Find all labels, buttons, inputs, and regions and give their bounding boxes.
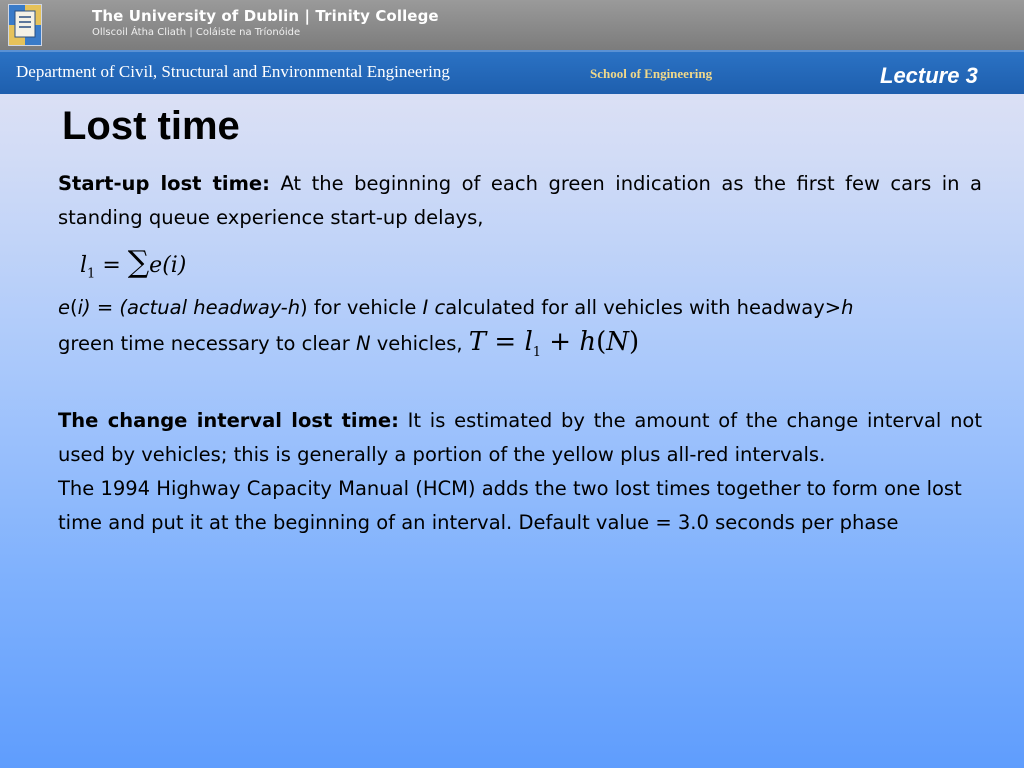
slide-title: Lost time [62, 104, 240, 148]
formula-sum-symbol: ∑ [127, 245, 150, 280]
formula-l-subscript-2: 1 [532, 345, 542, 361]
text-open-paren: ( [70, 296, 78, 319]
text-e: e [58, 296, 70, 319]
text-c: c [434, 296, 446, 319]
text-i: i [77, 296, 84, 319]
university-subtitle: Ollscoil Átha Cliath | Coláiste na Tríonóide [92, 27, 301, 38]
formula-l-2: l [524, 327, 533, 357]
university-banner [0, 0, 1024, 50]
formula-t: T [468, 327, 487, 357]
school-name: School of Engineering [590, 66, 713, 81]
change-interval-heading: The change interval lost time: [58, 409, 399, 433]
green-time-paragraph [58, 325, 982, 370]
university-title: The University of Dublin | Trinity College [92, 7, 439, 25]
startup-lost-time-text: At the beginning of each green indication as the first few cars in a standing queue experience start-up delays, [58, 172, 982, 229]
hcm-paragraph: The 1994 Highway Capacity Manual (HCM) adds the two lost times together to form one lost time and put it at the beginning of an interval. Default value = 3.0 seconds per phase [58, 477, 962, 535]
headway-definition-paragraph [58, 291, 982, 325]
formula-equals-2: = [486, 327, 525, 357]
text-eq-paren: ) = ( [83, 296, 127, 319]
text-n: N [355, 332, 371, 355]
formula-plus: + [541, 327, 580, 357]
university-crest-icon [8, 4, 42, 46]
text-actual-headway: actual headway-h [126, 296, 301, 319]
paragraph-spacer [58, 370, 982, 404]
startup-lost-time-formula [58, 235, 982, 291]
text-h: h [841, 296, 854, 319]
formula-n: N [606, 327, 630, 357]
text-calculated: alculated for all vehicles with headway> [445, 296, 842, 319]
formula-e-of-i: e(i) [149, 253, 187, 278]
slide-body [58, 167, 982, 540]
department-banner [0, 50, 1024, 94]
formula-equals: = [95, 253, 128, 278]
text-for-vehicle: ) for vehicle [300, 296, 423, 319]
startup-lost-time-paragraph [58, 167, 982, 235]
formula-h: h [579, 327, 597, 357]
text-green-time: green time necessary to clear [58, 332, 356, 355]
change-interval-text: It is estimated by the amount of the change interval not used by vehicles; this is generally a portion of the yellow plus all-red intervals. [58, 409, 982, 467]
text-vehicles: vehicles, [370, 332, 469, 355]
formula-l-subscript: 1 [87, 266, 96, 282]
formula-l: l [80, 253, 88, 278]
formula-open-paren: ( [596, 327, 607, 357]
lecture-label: Lecture 3 [880, 63, 978, 88]
text-vehicle-i: I [422, 296, 429, 319]
startup-lost-time-heading: Start-up lost time: [58, 172, 270, 195]
department-name: Department of Civil, Structural and Environmental Engineering [16, 62, 450, 81]
change-interval-paragraph [58, 404, 982, 472]
formula-close-paren: ) [629, 327, 640, 357]
green-time-formula [468, 327, 640, 361]
